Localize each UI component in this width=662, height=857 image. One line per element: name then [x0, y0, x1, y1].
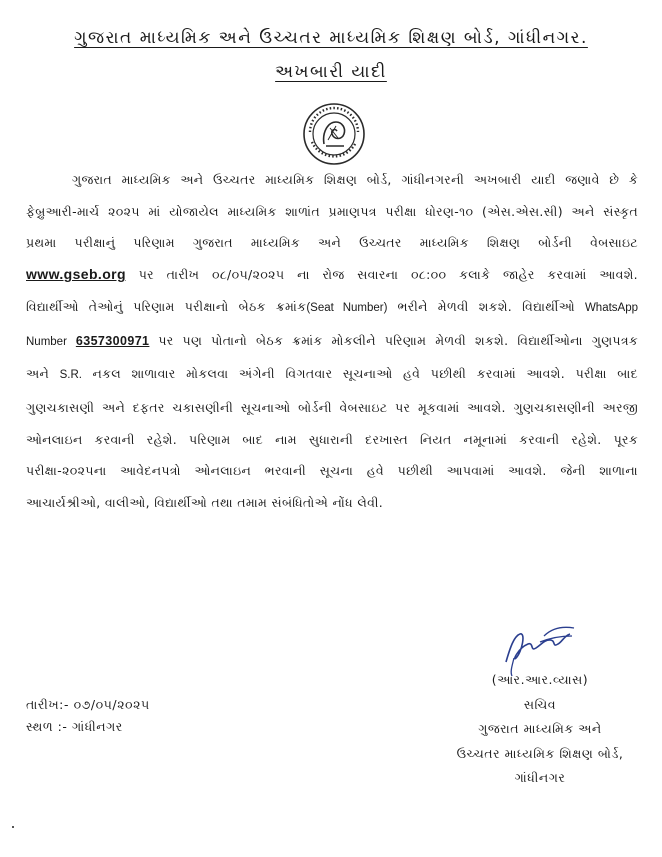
body-line: ગુણચકાસણી અને દફતર ચકાસણીની સૂચનાઓ બોર્ડની વેબસાઇટ પર મૂકવામાં આવશે. ગુણચકાસણીની અરજી [26, 399, 638, 415]
body-line: અને S.R. નકલ શાળાવાર મોકલવા અંગેની વિગતવાર સૂચનાઓ હવે પછીથી કરવામાં આવશે. પરીક્ષા બાદ [26, 366, 638, 382]
signatory-org-line: ગાંધીનગર [514, 770, 566, 785]
date-place-block [26, 694, 150, 738]
body-line: પ્રથમા પરીક્ષાનું પરિણામ ગુજરાત માધ્યમિક અને ઉચ્ચતર માધ્યમિક શિક્ષણ બોર્ડની વેબસાઇટ [26, 235, 638, 251]
board-title: ગુજરાત માધ્યમિક અને ઉચ્ચતર માધ્યમિક શિક્ષણ બોર્ડ, ગાંધીનગર. [74, 28, 588, 48]
release-date: તારીખ:- ૦૭/૦૫/૨૦૨૫ [26, 697, 150, 712]
signatory-designation: સચિવ [523, 696, 557, 712]
signatory-block [440, 668, 640, 791]
body-line: www.gseb.org પર તારીખ ૦૮/૦૫/૨૦૨૫ ના રોજ સવારના ૦૮:૦૦ કલાકે જાહેર કરવામાં આવશે. [26, 266, 638, 283]
whatsapp-number-link[interactable]: 6357300971 [75, 333, 150, 348]
gseb-website-link[interactable]: www.gseb.org [26, 266, 126, 283]
gseb-emblem-icon [302, 102, 366, 166]
body-line: વિદ્યાર્થીઓ તેઓનું પરિણામ પરીક્ષાનો બેઠક ક્રમાંક(Seat Number) ભરીને મેળવી શકશે. વિદ્યાર્થીઓ WhatsApp [26, 298, 638, 314]
body-line: આચાર્યશ્રીઓ, વાલીઓ, વિદ્યાર્થીઓ તથા તમામ સંબંધિતોએ નોંધ લેવી. [26, 495, 384, 511]
body-line: ઓનલાઇન કરવાની રહેશે. પરિણામ બાદ નામ સુધારાની દરખાસ્ત નિયત નમૂનામાં કરવાની રહેશે. પૂરક [26, 431, 638, 447]
body-line: Number 6357300971 પર પણ પોતાનો બેઠક ક્રમાંક મોકલીને પરિણામ મેળવી શકશે. વિદ્યાર્થીઓના ગુણપત્રક [26, 332, 639, 348]
signatory-org-line: ગુજરાત માધ્યમિક અને [478, 721, 602, 736]
press-release-body [26, 164, 638, 519]
signatory-name: (આર.આર.વ્યાસ) [491, 672, 589, 687]
body-line: ફેબ્રુઆરી-માર્ચ ૨૦૨૫ માં યોજાયેલ માધ્યમિક શાળાંત પ્રમાણપત્ર પરીક્ષા ધોરણ-૧૦ (એસ.એસ.સી) અને સંસ્કૃત [26, 203, 638, 219]
scan-speck [12, 826, 14, 828]
body-line: ગુજરાત માધ્યમિક અને ઉચ્ચતર માધ્યમિક શિક્ષણ બોર્ડ, ગાંધીનગરની અખબારી યાદી જણાવે છે કે [72, 172, 638, 187]
body-line: પરીક્ષા-૨૦૨૫ના આવેદનપત્રો ઓનલાઇન ભરવાની સૂચના હવે પછીથી આપવામાં આવશે. જેની શાળાના [26, 463, 638, 479]
press-release-heading: અખબારી યાદી [275, 62, 387, 82]
release-place: સ્થળ :- ગાંધીનગર [26, 719, 123, 734]
signatory-org-line: ઉચ્ચતર માધ્યમિક શિક્ષણ બોર્ડ, [456, 745, 624, 761]
